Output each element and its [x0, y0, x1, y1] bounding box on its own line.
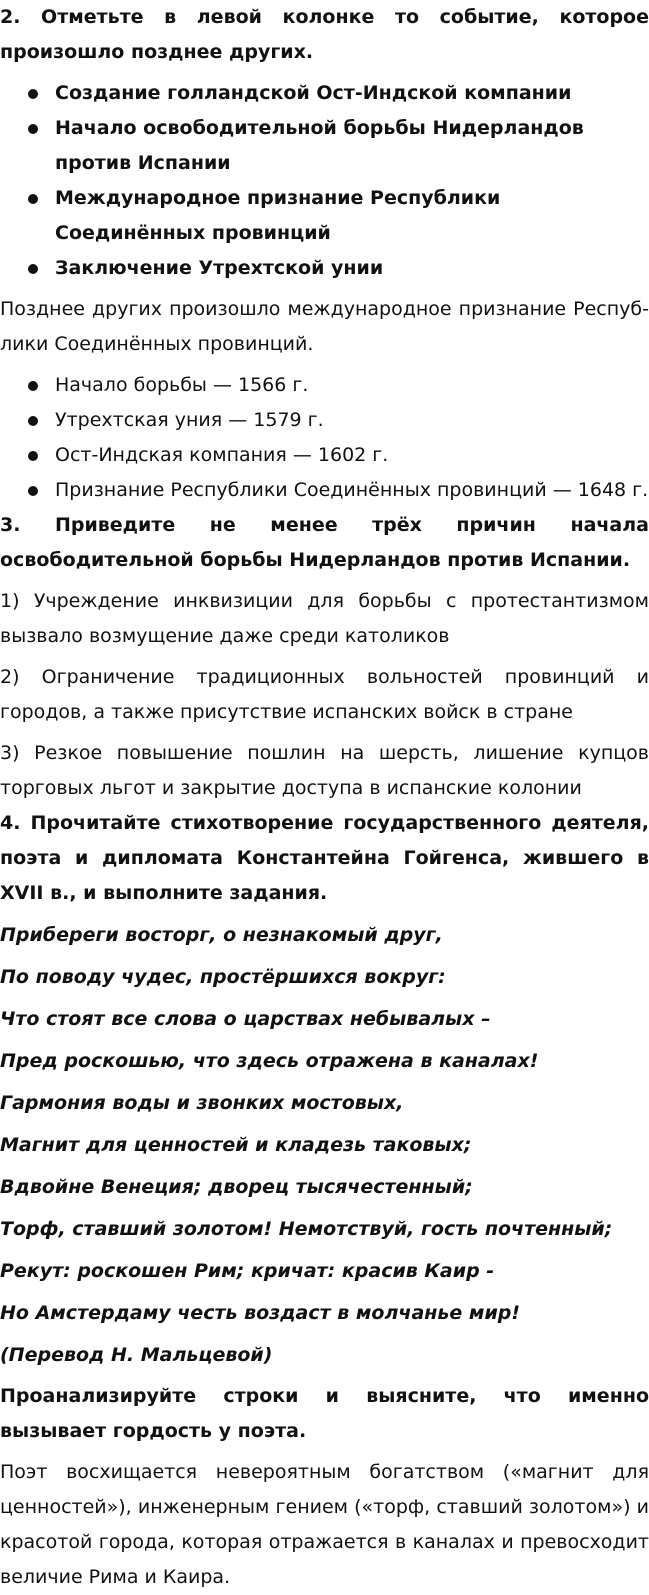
question-2-text: 2. Отметьте в левой колонке то событие, которое произошло позднее других. — [0, 6, 649, 63]
poem-line: Магнит для ценностей и кладезь таковых; — [0, 1134, 472, 1156]
poem-line: Торф, ставший золотом! Немотствуй, гость почтенный; — [0, 1218, 613, 1240]
question-4-task: Проанализируйте строки и выясните, что именно вызывает гордость у поэта. — [0, 1385, 649, 1442]
option-item: Международное признание Республики Соединённых провинций — [0, 181, 649, 251]
question-4-text: 4. Прочитайте стихотворение государственного деятеля, поэта и дипломата Константейна Гойгенса, жившего в XVII в., и выполните задания. — [0, 812, 649, 904]
poem-line: Пред роскошью, что здесь отражена в каналах! — [0, 1050, 539, 1072]
question-3-text: 3. Приведите не менее трёх причин начала освободительной борьбы Нидерландов против Испании. — [0, 514, 649, 571]
question-2-options — [0, 76, 649, 286]
date-item: Начало борьбы — 1566 г. — [0, 368, 649, 403]
date-item: Ост-Индская компания — 1602 г. — [0, 438, 649, 473]
question-2-dates — [0, 368, 649, 508]
option-item: Начало освободительной борьбы Нидерландов против Испании — [0, 111, 649, 181]
poem-line: По поводу чудес, простёршихся вокруг: — [0, 966, 446, 988]
date-item: Признание Республики Соединённых провинций — 1648 г. — [0, 473, 649, 508]
question-3-answer-1: 1) Учреждение инквизиции для борьбы с протестантизмом вызвало возмущение даже среди католиков — [0, 590, 649, 647]
option-item: Заключение Утрехтской унии — [0, 251, 649, 286]
poem-line: Гармония воды и звонких мостовых, — [0, 1092, 404, 1114]
poem-translator: (Перевод Н. Мальцевой) — [0, 1344, 273, 1366]
poem-line: Но Амстердаму честь воздаст в молчанье мир! — [0, 1302, 521, 1324]
poem-line: Что стоят все слова о царствах небывалых – — [0, 1008, 491, 1030]
poem-line: Вдвойне Венеция; дворец тысячестенный; — [0, 1176, 473, 1198]
date-item: Утрехтская уния — 1579 г. — [0, 403, 649, 438]
question-4-answer: Поэт восхищается невероятным богатством («магнит для ценностей»), инженерным гением («торф, ставший золотом») и красотой города, которая отражается в каналах и превосходит величие Рима и Каира. — [0, 1461, 649, 1588]
question-3-answer-3: 3) Резкое повышение пошлин на шерсть, лишение купцов торговых льгот и закрытие доступа в испанские колонии — [0, 742, 649, 799]
question-2-answer: Позднее других произошло международное признание Респуб-лики Соединённых провинций. — [0, 298, 649, 355]
poem-line: Прибереги восторг, о незнакомый друг, — [0, 924, 443, 946]
poem-line: Рекут: роскошен Рим; кричат: красив Каир - — [0, 1260, 495, 1282]
option-item: Создание голландской Ост-Индской компании — [0, 76, 649, 111]
question-3-answer-2: 2) Ограничение традиционных вольностей провинций и городов, а также присутствие испанских войск в стране — [0, 666, 649, 723]
